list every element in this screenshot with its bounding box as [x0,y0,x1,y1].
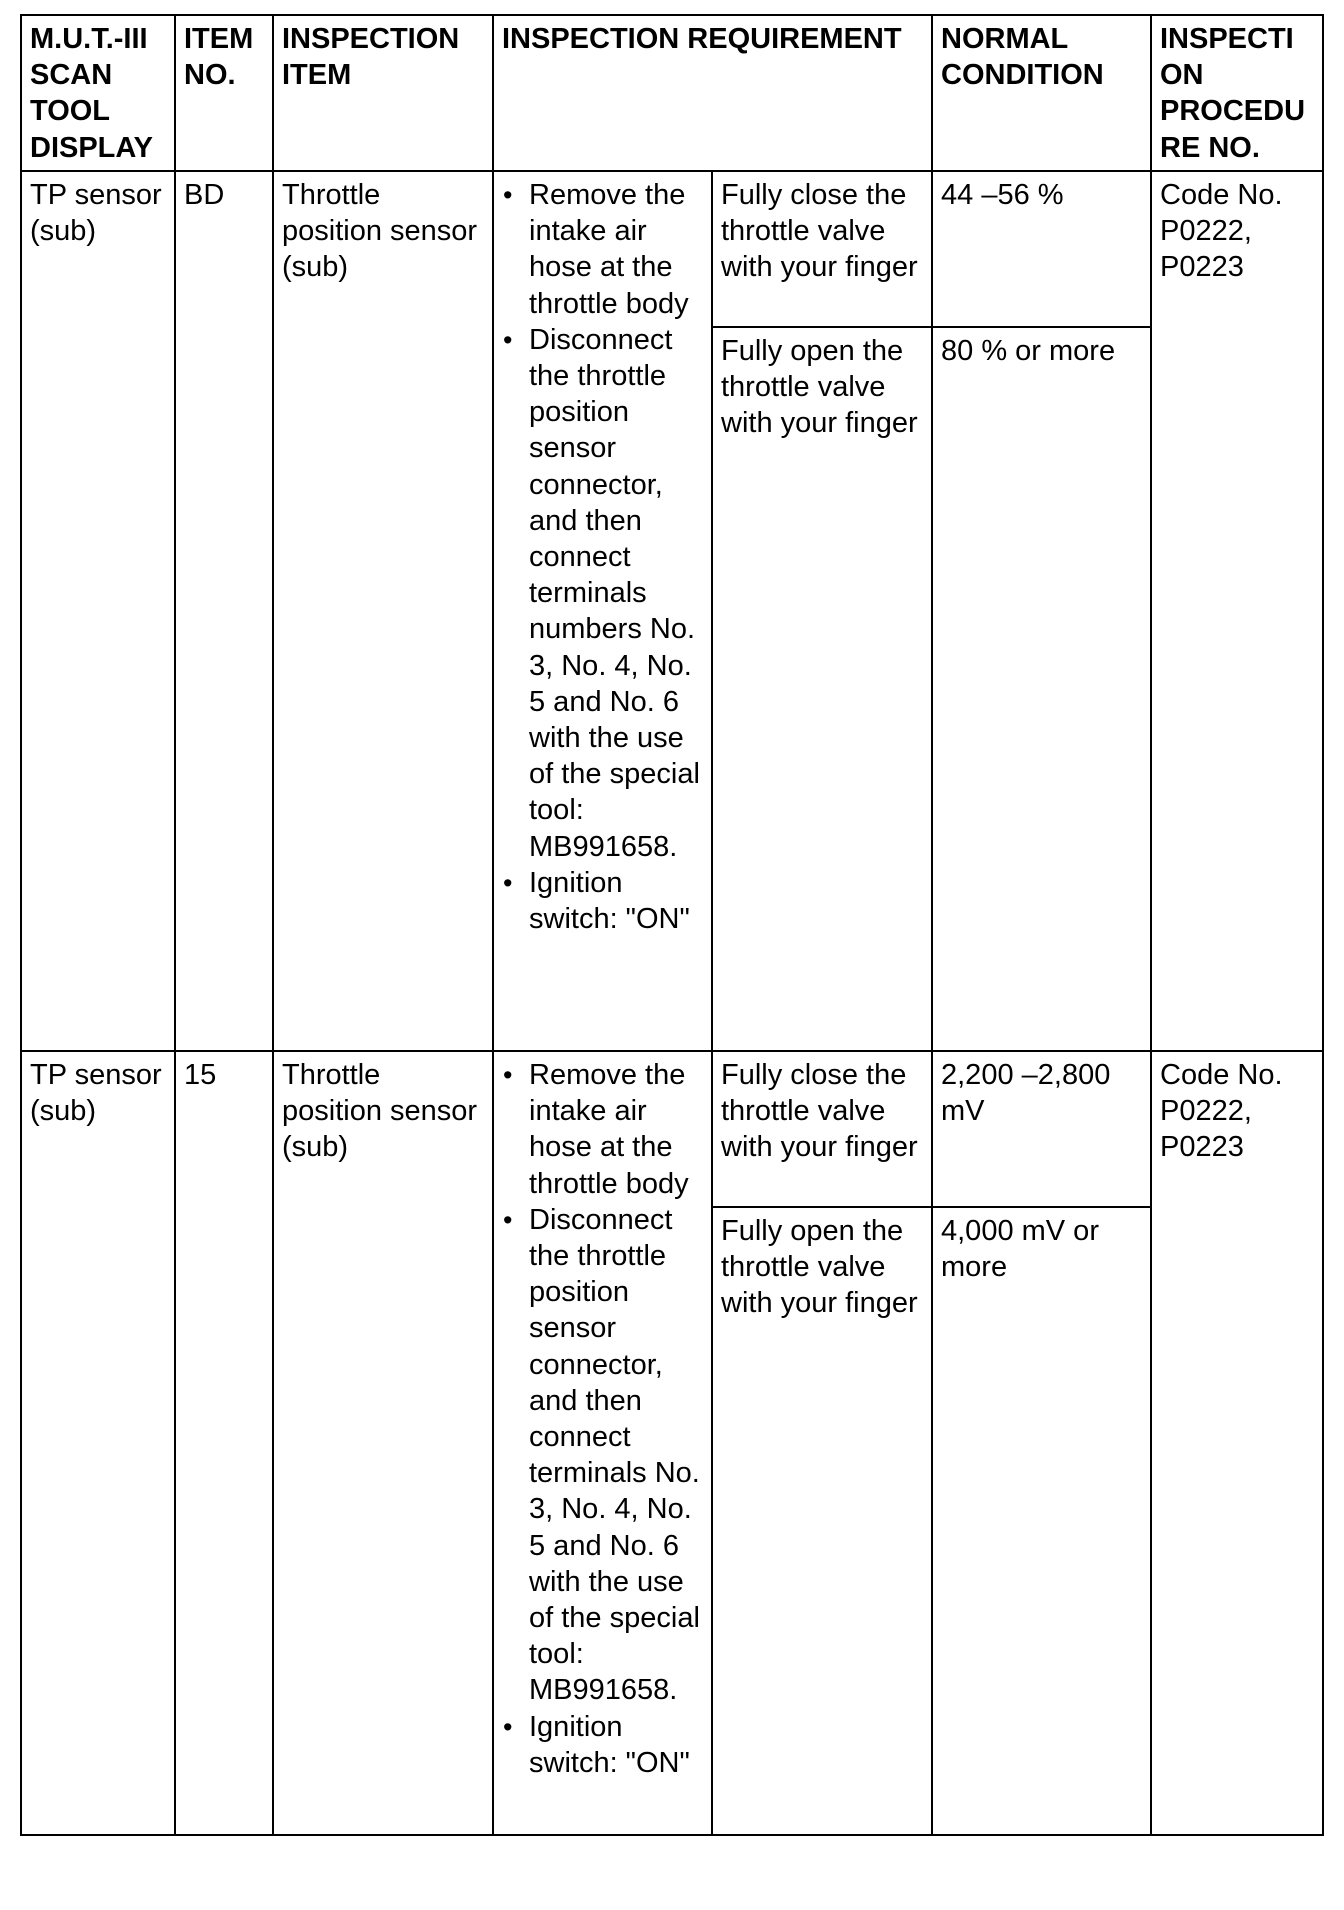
requirement-item: • Ignition switch: "ON" [529,865,703,937]
requirement-cell [493,171,712,1051]
inspection-item-cell: Throttle position sensor (sub) [273,1051,493,1835]
requirement-cell [493,1051,712,1835]
scan-tool-display-cell: TP sensor (sub) [21,171,175,1051]
requirement-list [502,1057,703,1781]
header-inspection-procedure-no: INSPECTI ON PROCEDU RE NO. [1151,15,1323,171]
header-item-no: ITEM NO. [175,15,273,171]
requirement-item: • Ignition switch: "ON" [529,1709,703,1781]
requirement-item: • Disconnect the throttle position sensor connector, and then connect terminals numbers No. 3, No. 4, No. 5 and No. 6 with the use of the special tool: MB991658. [529,322,703,865]
header-inspection-item: INSPECTION ITEM [273,15,493,171]
condition-action-cell: Fully open the throttle valve with your finger [712,1207,932,1835]
table-row [21,171,1323,327]
normal-condition-cell: 44 –56 % [932,171,1151,327]
requirement-item: • Remove the intake air hose at the throttle body [529,1057,703,1202]
requirement-list [502,177,703,937]
procedure-no-cell: Code No. P0222, P0223 [1151,1051,1323,1835]
condition-action-cell: Fully close the throttle valve with your finger [712,171,932,327]
normal-condition-cell: 80 % or more [932,327,1151,1051]
inspection-item-cell: Throttle position sensor (sub) [273,171,493,1051]
normal-condition-cell: 4,000 mV or more [932,1207,1151,1835]
procedure-no-cell: Code No. P0222, P0223 [1151,171,1323,1051]
requirement-item: • Disconnect the throttle position sensor connector, and then connect terminals No. 3, No. 4, No. 5 and No. 6 with the use of the special tool: MB991658. [529,1202,703,1709]
condition-action-cell: Fully open the throttle valve with your finger [712,327,932,1051]
item-no-cell: 15 [175,1051,273,1835]
normal-condition-cell: 2,200 –2,800 mV [932,1051,1151,1207]
requirement-item: • Remove the intake air hose at the throttle body [529,177,703,322]
condition-action-cell: Fully close the throttle valve with your finger [712,1051,932,1207]
inspection-table [20,14,1324,1836]
header-scan-tool-display: M.U.T.-III SCAN TOOL DISPLAY [21,15,175,171]
table-row [21,1051,1323,1207]
header-normal-condition: NORMAL CONDITION [932,15,1151,171]
scan-tool-display-cell: TP sensor (sub) [21,1051,175,1835]
header-row [21,15,1323,171]
header-inspection-requirement: INSPECTION REQUIREMENT [493,15,932,171]
item-no-cell: BD [175,171,273,1051]
